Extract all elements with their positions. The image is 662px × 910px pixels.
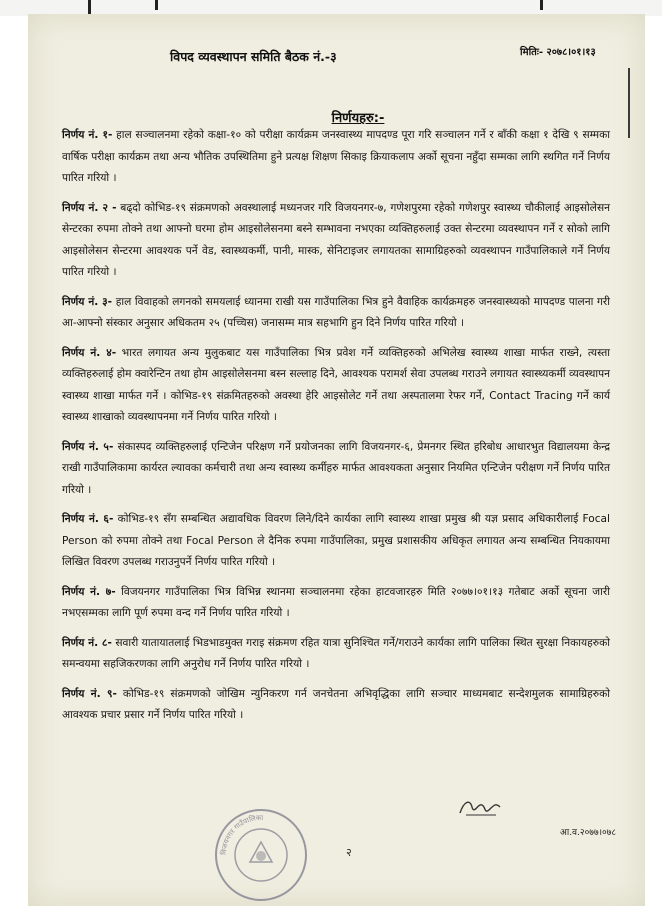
decision-text: संकास्पद व्यक्तिहरुलाई एन्टिजेन परिक्षण गर्ने प्रयोजनका लागि विजयनगर-६, प्रेमनगर स्थित हरिबोध आधारभुत विद्यालयमा केन्द्र राखी गाउँपालिकामा कार्यरत ल्यावका कर्मचारी तथा अन्य स्वास्थ्य कर्मीहरु मार्फत आवश्यकता अनुसार नियमित एन्टिजेन परीक्षण गर्ने निर्णय पारित गरियो । — [62, 440, 610, 496]
decision-item — [62, 582, 610, 625]
decision-item — [62, 633, 610, 676]
decision-text: हाल विवाहको लगनको समयलाई ध्यानमा राखी यस गाउँपालिका भित्र हुने वैवाहिक कार्यक्रमहरु जनस्वास्थ्यको मापदण्ड पालना गरी आ-आफ्नो संस्कार अनुसार अधिकतम २५ (पच्चिस) जनासम्म मात्र सहभागि हुन दिने निर्णय पारित गरियो । — [62, 295, 610, 329]
scan-mark — [155, 0, 158, 10]
decision-label: निर्णय नं. २ - — [62, 201, 117, 214]
decision-label: निर्णय नं. ५- — [62, 440, 114, 453]
decision-text: कोभिड-१९ सँग सम्बन्धित अद्यावधिक विवरण लिने/दिने कार्यका लागि स्वास्थ्य शाखा प्रमुख श्री यज्ञ प्रसाद अधिकारीलाई Focal Person को रुपमा तोक्ने तथा Focal Person ले दैनिक रुपमा गाउँपालिका, प्रमुख प्रशासकीय अधिकृत लगायत अन्य सम्बन्धित नियकायमा लिखित विवरण उपलब्ध गराउनुपर्ने निर्णय पारित गरियो । — [62, 513, 610, 568]
decision-text: विजयनगर गाउँपालिका भित्र विभिन्न स्थानमा सञ्चालनमा रहेका हाटवजारहरु मिति २०७७।०१।१३ गतेबाट अर्को सूचना जारी नभएसम्मका लागि पूर्ण रुपमा वन्द गर्ने निर्णय पारित गरियो । — [62, 585, 610, 619]
decision-item — [62, 684, 610, 727]
decision-label: निर्णय नं. ३- — [62, 295, 113, 308]
decision-text: भारत लगायत अन्य मुलुकबाट यस गाउँपालिका भित्र प्रवेश गर्ने व्यक्तिहरुको अभिलेख स्वास्थ्य शाखा मार्फत राख्ने, त्यस्ता व्यक्तिहरुलाई होम क्वारेन्टिन तथा होम आइसोलेसनमा बस्न सल्लाह दिने, आवश्यक परामर्श सेवा उपलब्ध गराउने लगायत स्वास्थ्यकर्मी व्यवस्थापन स्वास्थ्य शाखा मार्फत गर्ने । कोभिड-१९ संक्रमितहरुको अवस्था हेरि आइसोलेट गर्ने तथा अस्पतालमा रेफर गर्ने, Contact Tracing गर्ने कार्य स्वास्थ्य शाखाको व्यवस्थापनमा गर्ने निर्णय पारित गरियो । — [62, 346, 610, 423]
decision-item — [62, 198, 610, 284]
decision-item — [62, 343, 610, 429]
decision-text: कोभिड-१९ संक्रमणको जोखिम न्युनिकरण गर्न जनचेतना अभिवृद्धिका लागि सञ्चार माध्यमबाट सन्देशमुलक सामाग्रिहरुको आवश्यक प्रचार प्रसार गर्ने निर्णय पारित गरियो । — [62, 687, 610, 721]
signature — [456, 795, 506, 821]
decision-item — [62, 125, 610, 190]
decision-label: निर्णय नं. ६- — [62, 513, 114, 525]
decisions-list — [62, 125, 610, 735]
decision-label: निर्णय नं. ४- — [62, 346, 117, 359]
decision-item — [62, 509, 610, 574]
seal-text: विजयनगर गाउँपालिका — [219, 813, 264, 856]
decision-item — [62, 292, 610, 335]
decision-label: निर्णय नं. ७- — [62, 585, 116, 598]
meeting-title: विपद व्यवस्थापन समिति बैठक नं.-३ — [170, 49, 337, 64]
fiscal-year-note: आ.व.२०७७।०७८ — [560, 828, 617, 838]
scan-mark — [540, 0, 543, 10]
decision-label: निर्णय नं. ८- — [62, 636, 112, 649]
scan-mark — [88, 0, 91, 14]
decision-text: सवारी यातायातलाई भिडभाडमुक्त गराइ संक्रमण रहित यात्रा सुनिश्चित गर्ने/गराउने कार्यका लागि पालिका स्थित सुरक्षा निकायहरुको समन्वयमा सहजिकरणका लागि अनुरोध गर्ने निर्णय पारित गरियो । — [62, 636, 610, 670]
decision-label: निर्णय नं. ९- — [62, 687, 117, 700]
decision-text: बढ्दो कोभिड-१९ संक्रमणको अवस्थालाई मध्यनजर गरि विजयनगर-७, गणेशपुरमा रहेको गणेशपुर स्वास्थ्य चौकीलाई आइसोलेसन सेन्टरका रुपमा तोक्ने तथा आफ्नो घरमा होम आइसोलेसनमा बस्ने सम्भावना नभएका व्यक्तिहरुलाई उक्त सेन्टरमा व्यवस्थापन गर्ने र सोको लागि आइसोलेसन सेन्टरमा आवश्यक पर्ने वेड, स्वास्थ्यकर्मी, पानी, मास्क, सेनिटाइजर लगायतका सामाग्रिहरुको व्यवस्थापन गाउँपालिकाले गर्ने निर्णय पारित गरियो । — [62, 201, 610, 278]
page-number: २ — [346, 846, 352, 859]
meeting-date: मितिः- २०७८।०१।१३ — [520, 47, 596, 58]
decision-item — [62, 437, 610, 502]
decision-text: हाल सञ्चालनमा रहेको कक्षा-१० को परीक्षा कार्यक्रम जनस्वास्थ्य मापदण्ड पूरा गरि सञ्चालन गर्ने र बाँकी कक्षा १ देखि ९ सम्मका वार्षिक परीक्षा कार्यक्रम तथा अन्य भौतिक उपस्थितिमा हुने प्रत्यक्ष शिक्षण सिकाइ क्रियाकलाप अर्को सूचना नहुँदा सम्मका लागि स्थगित गर्ने निर्णय पारित गरियो । — [62, 129, 610, 184]
decisions-heading: निर्णयहरु:- — [331, 111, 385, 126]
decision-label: निर्णय नं. १- — [62, 129, 113, 141]
page-edge-line — [628, 68, 630, 138]
office-seal-stamp — [212, 806, 310, 904]
